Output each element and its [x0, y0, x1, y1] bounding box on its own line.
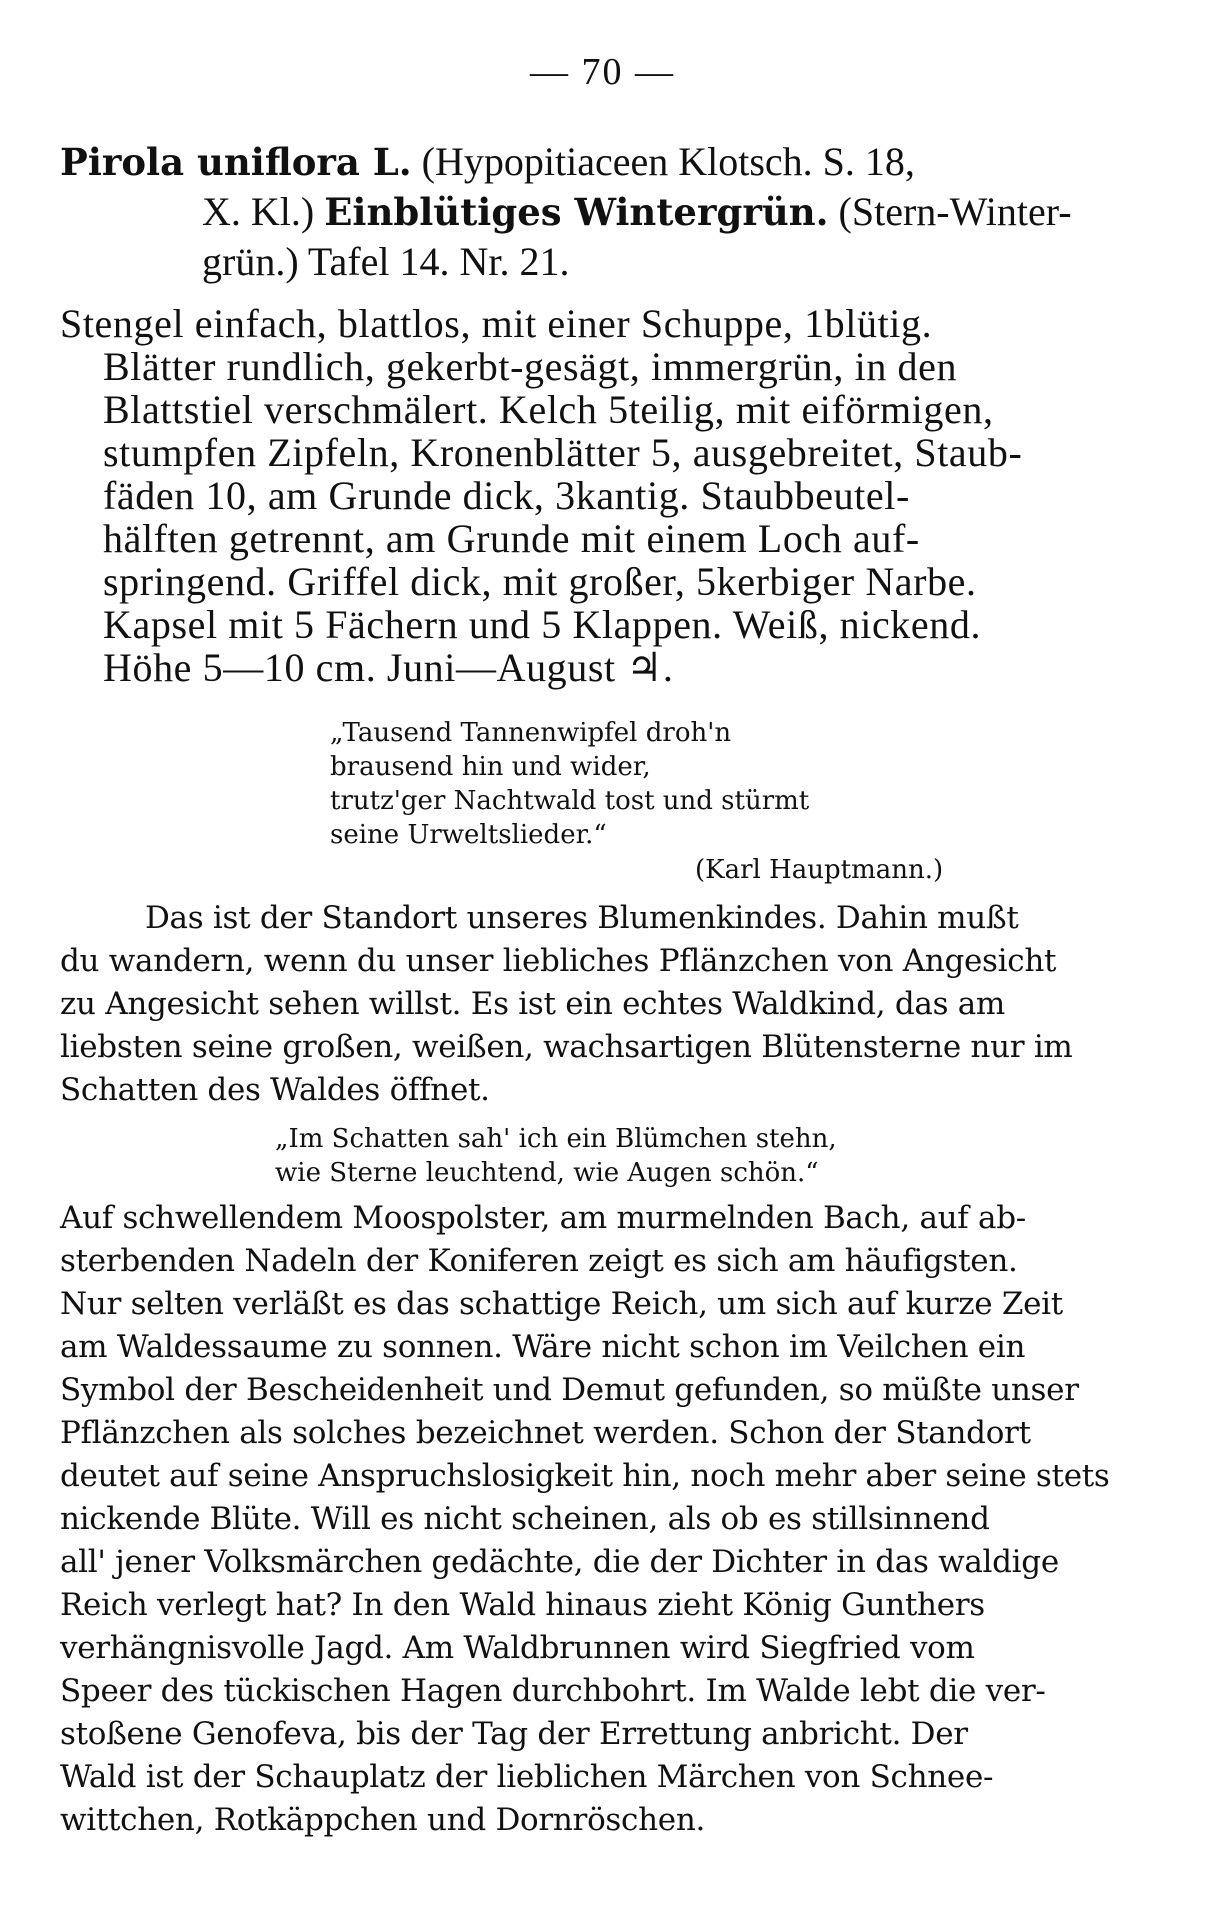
poem-line: „Tausend Tannenwipfel droh'n — [330, 718, 732, 748]
class-reference: X. Kl.) — [202, 189, 315, 234]
paragraph-line: wittchen, Rotkäppchen und Dornröschen. — [60, 1802, 706, 1838]
paragraph-line: du wandern, wenn du unser liebliches Pflänzchen von Angesicht — [60, 943, 1057, 979]
paragraph-line: Reich verlegt hat? In den Wald hinaus zieht König Gunthers — [60, 1587, 985, 1623]
alternate-name: (Stern-Winter- — [838, 189, 1072, 234]
paragraph-line: sterbenden Nadeln der Koniferen zeigt es sich am häufigsten. — [60, 1243, 1018, 1279]
species-name: Pirola uniflora L. — [60, 140, 412, 184]
paragraph-line: liebsten seine großen, weißen, wachsartigen Blütensterne nur im — [60, 1029, 1073, 1065]
paragraph-line: am Waldessaume zu sonnen. Wäre nicht schon im Veilchen ein — [60, 1329, 1026, 1365]
common-name: Einblütiges Wintergrün. — [324, 190, 829, 234]
poem-line: „Im Schatten sah' ich ein Blümchen stehn, — [275, 1124, 837, 1154]
family-reference: (Hypopitiaceen Klotsch. S. 18, — [421, 139, 915, 184]
paragraph-line: all' jener Volksmärchen gedächte, die der Dichter in das waldige — [60, 1544, 1059, 1580]
description-line: stumpfen Zipfeln, Kronenblätter 5, ausgebreitet, Staub- — [103, 430, 1023, 475]
paragraph-line: Nur selten verläßt es das schattige Reich, um sich auf kurze Zeit — [60, 1286, 1063, 1322]
paragraph-line: Pflänzchen als solches bezeichnet werden. Schon der Standort — [60, 1415, 1031, 1451]
description-line: hälften getrennt, am Grunde mit einem Loch auf- — [103, 516, 920, 561]
species-heading-line-3: grün.) Tafel 14. Nr. 21. — [202, 239, 570, 284]
paragraph-line: Symbol der Bescheidenheit und Demut gefunden, so müßte unser — [60, 1372, 1079, 1408]
description-line: Kapsel mit 5 Fächern und 5 Klappen. Weiß, nickend. — [103, 602, 982, 647]
poem-line: seine Urweltslieder.“ — [330, 820, 607, 850]
paragraph-line: Schatten des Waldes öffnet. — [60, 1072, 490, 1108]
description-line: Blätter rundlich, gekerbt-gesägt, immergrün, in den — [103, 344, 958, 389]
description-line: Höhe 5—10 cm. Juni—August ♃. — [103, 645, 674, 690]
paragraph-line: deutet auf seine Anspruchslosigkeit hin, noch mehr aber seine stets — [60, 1458, 1110, 1494]
poem-author: (Karl Hauptmann.) — [695, 855, 944, 885]
poem-line: wie Sterne leuchtend, wie Augen schön.“ — [275, 1158, 819, 1188]
description-line: springend. Griffel dick, mit großer, 5kerbiger Narbe. — [103, 559, 977, 604]
poem-line: brausend hin und wider, — [330, 752, 651, 782]
species-heading-line-2 — [202, 188, 1072, 235]
paragraph-line: verhängnisvolle Jagd. Am Waldbrunnen wird Siegfried vom — [60, 1630, 975, 1666]
paragraph-line: nickende Blüte. Will es nicht scheinen, als ob es stillsinnend — [60, 1501, 990, 1537]
paragraph-line: Wald ist der Schauplatz der lieblichen Märchen von Schnee- — [60, 1759, 994, 1795]
paragraph-line: Das ist der Standort unseres Blumenkindes. Dahin mußt — [145, 900, 1019, 936]
description-line: Stengel einfach, blattlos, mit einer Schuppe, 1blütig. — [60, 301, 933, 346]
species-heading-line-1 — [60, 138, 915, 185]
description-line: Blattstiel verschmälert. Kelch 5teilig, mit eiförmigen, — [103, 387, 994, 432]
paragraph-line: Speer des tückischen Hagen durchbohrt. Im Walde lebt die ver- — [60, 1673, 1046, 1709]
paragraph-line: zu Angesicht sehen willst. Es ist ein echtes Waldkind, das am — [60, 986, 1006, 1022]
paragraph-line: stoßene Genofeva, bis der Tag der Errettung anbricht. Der — [60, 1716, 968, 1752]
paragraph-line: Auf schwellendem Moospolster, am murmelnden Bach, auf ab- — [60, 1200, 1026, 1236]
description-line: fäden 10, am Grunde dick, 3kantig. Staubbeutel- — [103, 473, 910, 518]
poem-line: trutz'ger Nachtwald tost und stürmt — [330, 786, 810, 816]
page-number: — 70 — — [530, 51, 675, 93]
